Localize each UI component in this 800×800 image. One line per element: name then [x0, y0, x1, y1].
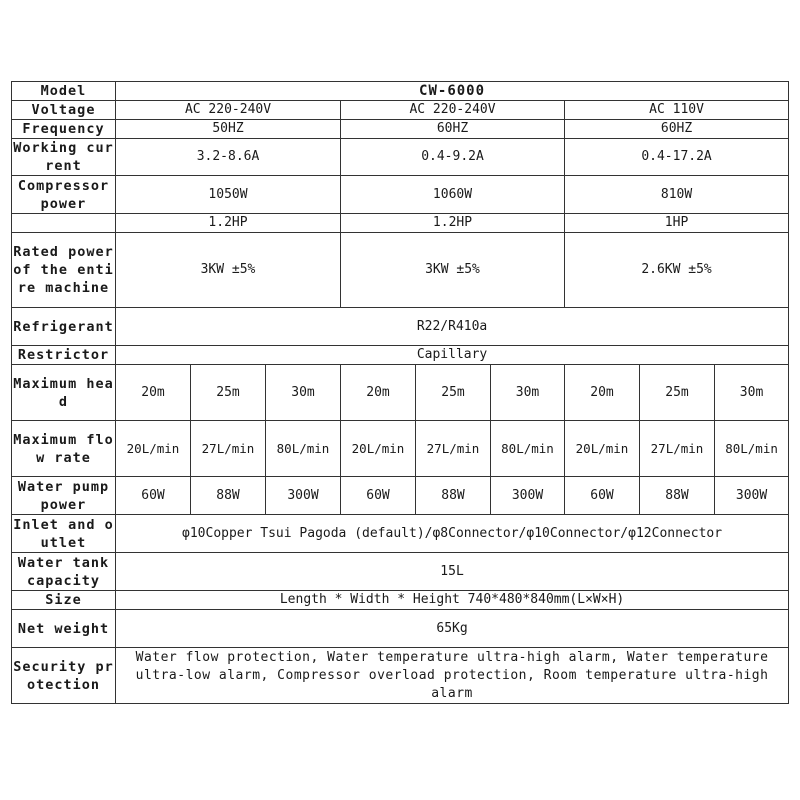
label-size: Size — [12, 591, 116, 610]
max-head-1-2: 25m — [191, 365, 266, 421]
inlet-outlet-value: φ10Copper Tsui Pagoda (default)/φ8Connector/φ10Connector/φ12Connector — [116, 515, 789, 553]
frequency-2: 60HZ — [341, 120, 565, 139]
max-flow-2-2: 27L/min — [416, 421, 491, 477]
label-working-current: Working current — [13, 140, 114, 174]
pump-power-2-3: 300W — [491, 477, 565, 515]
pump-power-3-3: 300W — [715, 477, 789, 515]
max-head-2-1: 20m — [341, 365, 416, 421]
max-flow-1-2: 27L/min — [191, 421, 266, 477]
row-size — [12, 591, 789, 610]
row-pump-power — [12, 477, 789, 515]
voltage-3: AC 110V — [565, 101, 789, 120]
compressor-power-w-1: 1050W — [116, 176, 341, 214]
label-frequency: Frequency — [12, 120, 116, 139]
compressor-power-w-3: 810W — [565, 176, 789, 214]
label-restrictor: Restrictor — [12, 346, 116, 365]
row-voltage — [12, 101, 789, 120]
row-refrigerant — [12, 308, 789, 346]
row-compressor-hp — [12, 214, 789, 233]
max-flow-3-3: 80L/min — [715, 421, 789, 477]
size-value: Length * Width * Height 740*480*840mm(L×W×H) — [116, 591, 789, 610]
restrictor-value: Capillary — [116, 346, 789, 365]
frequency-3: 60HZ — [565, 120, 789, 139]
row-inlet-outlet — [12, 515, 789, 553]
voltage-1: AC 220-240V — [116, 101, 341, 120]
security-value: Water flow protection, Water temperature ultra-high alarm, Water temperature ultra-low alarm, Compressor overload protection, Room temperature ultra-high alarm — [116, 648, 789, 704]
model-value: CW-6000 — [116, 82, 789, 101]
rated-power-2: 3KW ±5% — [341, 233, 565, 308]
max-head-1-3: 30m — [266, 365, 341, 421]
label-pump-power: Water pump power — [12, 477, 116, 515]
max-flow-2-3: 80L/min — [491, 421, 565, 477]
row-restrictor — [12, 346, 789, 365]
refrigerant-value: R22/R410a — [116, 308, 789, 346]
row-security — [12, 648, 789, 704]
frequency-1: 50HZ — [116, 120, 341, 139]
max-head-2-2: 25m — [416, 365, 491, 421]
max-flow-1-3: 80L/min — [266, 421, 341, 477]
label-tank-capacity: Water tank capacity — [12, 553, 116, 591]
label-model: Model — [12, 82, 116, 101]
max-head-3-1: 20m — [565, 365, 640, 421]
label-rated-power: Rated power of the entire machine — [12, 233, 116, 308]
label-net-weight: Net weight — [12, 610, 116, 648]
row-net-weight — [12, 610, 789, 648]
label-security: Security protection — [12, 648, 116, 704]
pump-power-1-3: 300W — [266, 477, 341, 515]
max-flow-2-1: 20L/min — [341, 421, 416, 477]
label-compressor-hp-empty — [12, 214, 116, 233]
working-current-3: 0.4-17.2A — [565, 139, 789, 176]
voltage-2: AC 220-240V — [341, 101, 565, 120]
label-max-flow: Maximum flow rate — [12, 421, 116, 477]
max-head-2-3: 30m — [491, 365, 565, 421]
row-rated-power — [12, 233, 789, 308]
pump-power-1-1: 60W — [116, 477, 191, 515]
max-head-3-2: 25m — [640, 365, 715, 421]
max-head-3-3: 30m — [715, 365, 789, 421]
label-refrigerant: Refrigerant — [12, 308, 116, 346]
tank-capacity-value: 15L — [116, 553, 789, 591]
label-compressor-power: Compressor power — [12, 176, 116, 214]
spec-table — [11, 81, 789, 704]
row-tank-capacity — [12, 553, 789, 591]
row-compressor-power — [12, 176, 789, 214]
max-flow-3-2: 27L/min — [640, 421, 715, 477]
row-model — [12, 82, 789, 101]
net-weight-value: 65Kg — [116, 610, 789, 648]
label-inlet-outlet: Inlet and outlet — [13, 516, 114, 551]
pump-power-2-2: 88W — [416, 477, 491, 515]
working-current-2: 0.4-9.2A — [341, 139, 565, 176]
pump-power-1-2: 88W — [191, 477, 266, 515]
pump-power-2-1: 60W — [341, 477, 416, 515]
row-max-head — [12, 365, 789, 421]
pump-power-3-1: 60W — [565, 477, 640, 515]
max-flow-1-1: 20L/min — [116, 421, 191, 477]
max-flow-3-1: 20L/min — [565, 421, 640, 477]
compressor-power-hp-2: 1.2HP — [341, 214, 565, 233]
compressor-power-w-2: 1060W — [341, 176, 565, 214]
pump-power-3-2: 88W — [640, 477, 715, 515]
label-voltage: Voltage — [12, 101, 116, 120]
compressor-power-hp-1: 1.2HP — [116, 214, 341, 233]
compressor-power-hp-3: 1HP — [565, 214, 789, 233]
working-current-1: 3.2-8.6A — [116, 139, 341, 176]
label-max-head: Maximum head — [12, 365, 116, 421]
rated-power-3: 2.6KW ±5% — [565, 233, 789, 308]
row-max-flow — [12, 421, 789, 477]
row-working-current — [12, 139, 789, 176]
row-frequency — [12, 120, 789, 139]
rated-power-1: 3KW ±5% — [116, 233, 341, 308]
max-head-1-1: 20m — [116, 365, 191, 421]
